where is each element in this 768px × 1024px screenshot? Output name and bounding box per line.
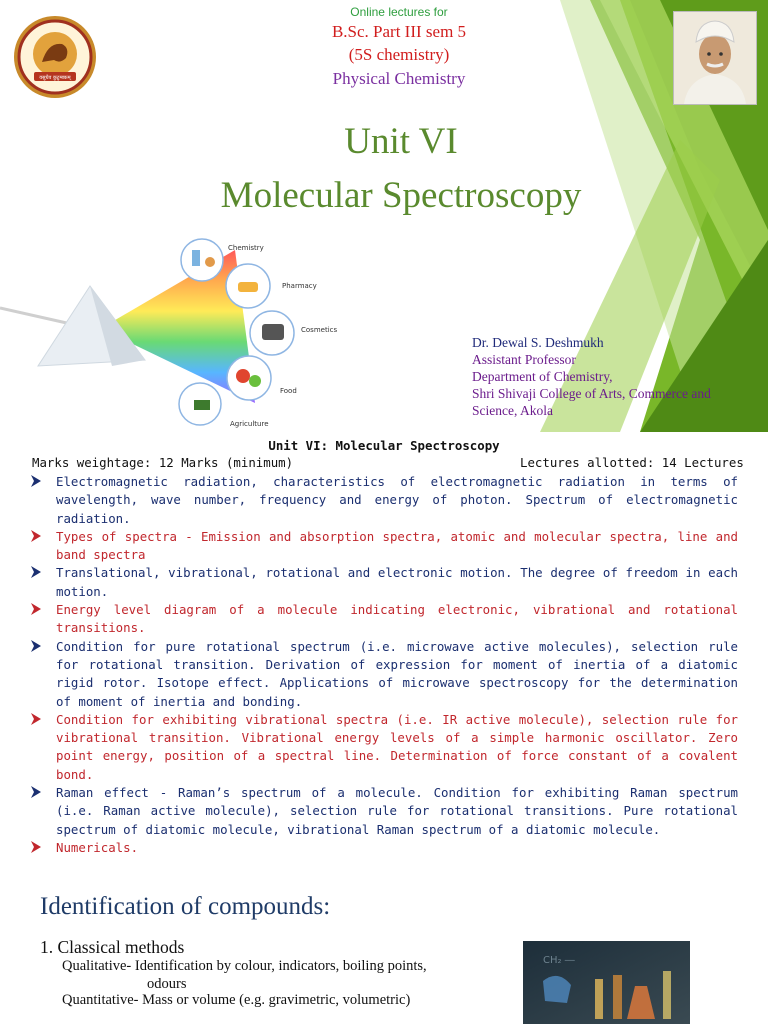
label-cosmetics: Cosmetics [301, 326, 338, 334]
topic-item [0, 711, 768, 784]
bullet-arrow-icon [30, 639, 42, 653]
bullet-arrow-icon [30, 602, 42, 616]
bullet-arrow-icon [30, 565, 42, 579]
paper-label: (5S chemistry) [348, 45, 450, 64]
author-college-line2: Science, Akola [472, 403, 553, 418]
qualitative-text [62, 958, 427, 993]
author-department: Department of Chemistry, [472, 369, 613, 384]
label-pharmacy: Pharmacy [282, 282, 317, 290]
topic-list [0, 473, 768, 857]
slide-title: Molecular Spectroscopy [220, 175, 582, 216]
topic-text: Energy level diagram of a molecule indicating electronic, vibrational and rotational transitions. [56, 602, 738, 636]
topic-text: Condition for exhibiting vibrational spectra (i.e. IR active molecule), selection rule for vibrational transition. Vibrational energy levels of a simple harmonic oscillator. Zero point energy, position of a spectral line. Determination of force constant of a covalent bond. [56, 711, 738, 782]
course-label: B.Sc. Part III sem 5 [331, 22, 467, 41]
topic-text: Types of spectra - Emission and absorption spectra, atomic and molecular spectra, line and band spectra [56, 528, 738, 563]
syllabus-page [0, 438, 768, 857]
bullet-arrow-icon [30, 529, 42, 543]
qualitative-line1: Qualitative- Identification by colour, indicators, boiling points, [62, 958, 427, 974]
marks-row [0, 455, 768, 473]
svg-text:CH₂ ―: CH₂ ― [543, 955, 575, 966]
topic-item [0, 564, 768, 601]
qualitative-line2: odours [147, 975, 187, 992]
lectures-allotted: Lectures allotted: 14 Lectures [520, 455, 744, 470]
online-lectures-label: Online lectures for [350, 5, 448, 19]
topic-text: Electromagnetic radiation, characteristics of electromagnetic radiation in terms of wavelength, wave number, frequency and energy of photon. Spectrum of electromagnetic radiation. [56, 474, 738, 526]
author-block [472, 334, 711, 419]
topic-text: Translational, vibrational, rotational and electronic motion. The degree of freedom in each motion. [56, 565, 738, 599]
author-designation: Assistant Professor [472, 352, 576, 367]
title-slide [0, 0, 768, 432]
syllabus-heading: Unit VI: Molecular Spectroscopy [268, 438, 500, 453]
label-agriculture: Agriculture [230, 420, 269, 428]
topic-text: Raman effect - Raman’s spectrum of a molecule. Condition for exhibiting Raman spectrum (i.e. Raman active molecule), selection rule for rotational transitions. Pure rotational spectrum of diatomic molecule, vibrational Raman spectrum of a diatomic molecule. [56, 785, 738, 837]
label-chemistry: Chemistry [228, 244, 264, 252]
author-name: Dr. Dewal S. Deshmukh [472, 335, 604, 350]
marks-weightage: Marks weightage: 12 Marks (minimum) [32, 455, 294, 470]
topic-item [0, 638, 768, 711]
classical-methods: 1. Classical methods [40, 937, 185, 957]
bullet-arrow-icon [30, 785, 42, 799]
topic-item [0, 528, 768, 565]
unit-title: Unit VI [344, 121, 458, 162]
subject-label: Physical Chemistry [332, 69, 466, 88]
quantitative-text: Quantitative- Mass or volume (e.g. gravimetric, volumetric) [62, 992, 411, 1008]
author-college-line1: Shri Shivaji College of Arts, Commerce and [472, 386, 711, 401]
topic-item [0, 601, 768, 638]
label-food: Food [280, 387, 297, 395]
topic-text: Condition for pure rotational spectrum (i.e. microwave active molecules), selection rule for rotational transition. Derivation of expression for moment of inertia of a diatomic rigid rotor. Isotope effect. Applications of microwave spectroscopy for the determination of moment of inertia and bonding. [56, 638, 738, 709]
identification-heading: Identification of compounds: [40, 893, 331, 920]
svg-text:वसुधैव कुटुम्बकम्: वसुधैव कुटुम्बकम् [39, 75, 71, 81]
topic-text: Numericals. [56, 839, 139, 855]
topic-item [0, 473, 768, 528]
lab-photo [523, 941, 690, 1024]
spectroscopy-illustration [0, 238, 340, 432]
bullet-arrow-icon [30, 840, 42, 854]
topic-item [0, 784, 768, 839]
bullet-arrow-icon [30, 474, 42, 488]
topic-item [0, 839, 768, 857]
bullet-arrow-icon [30, 712, 42, 726]
